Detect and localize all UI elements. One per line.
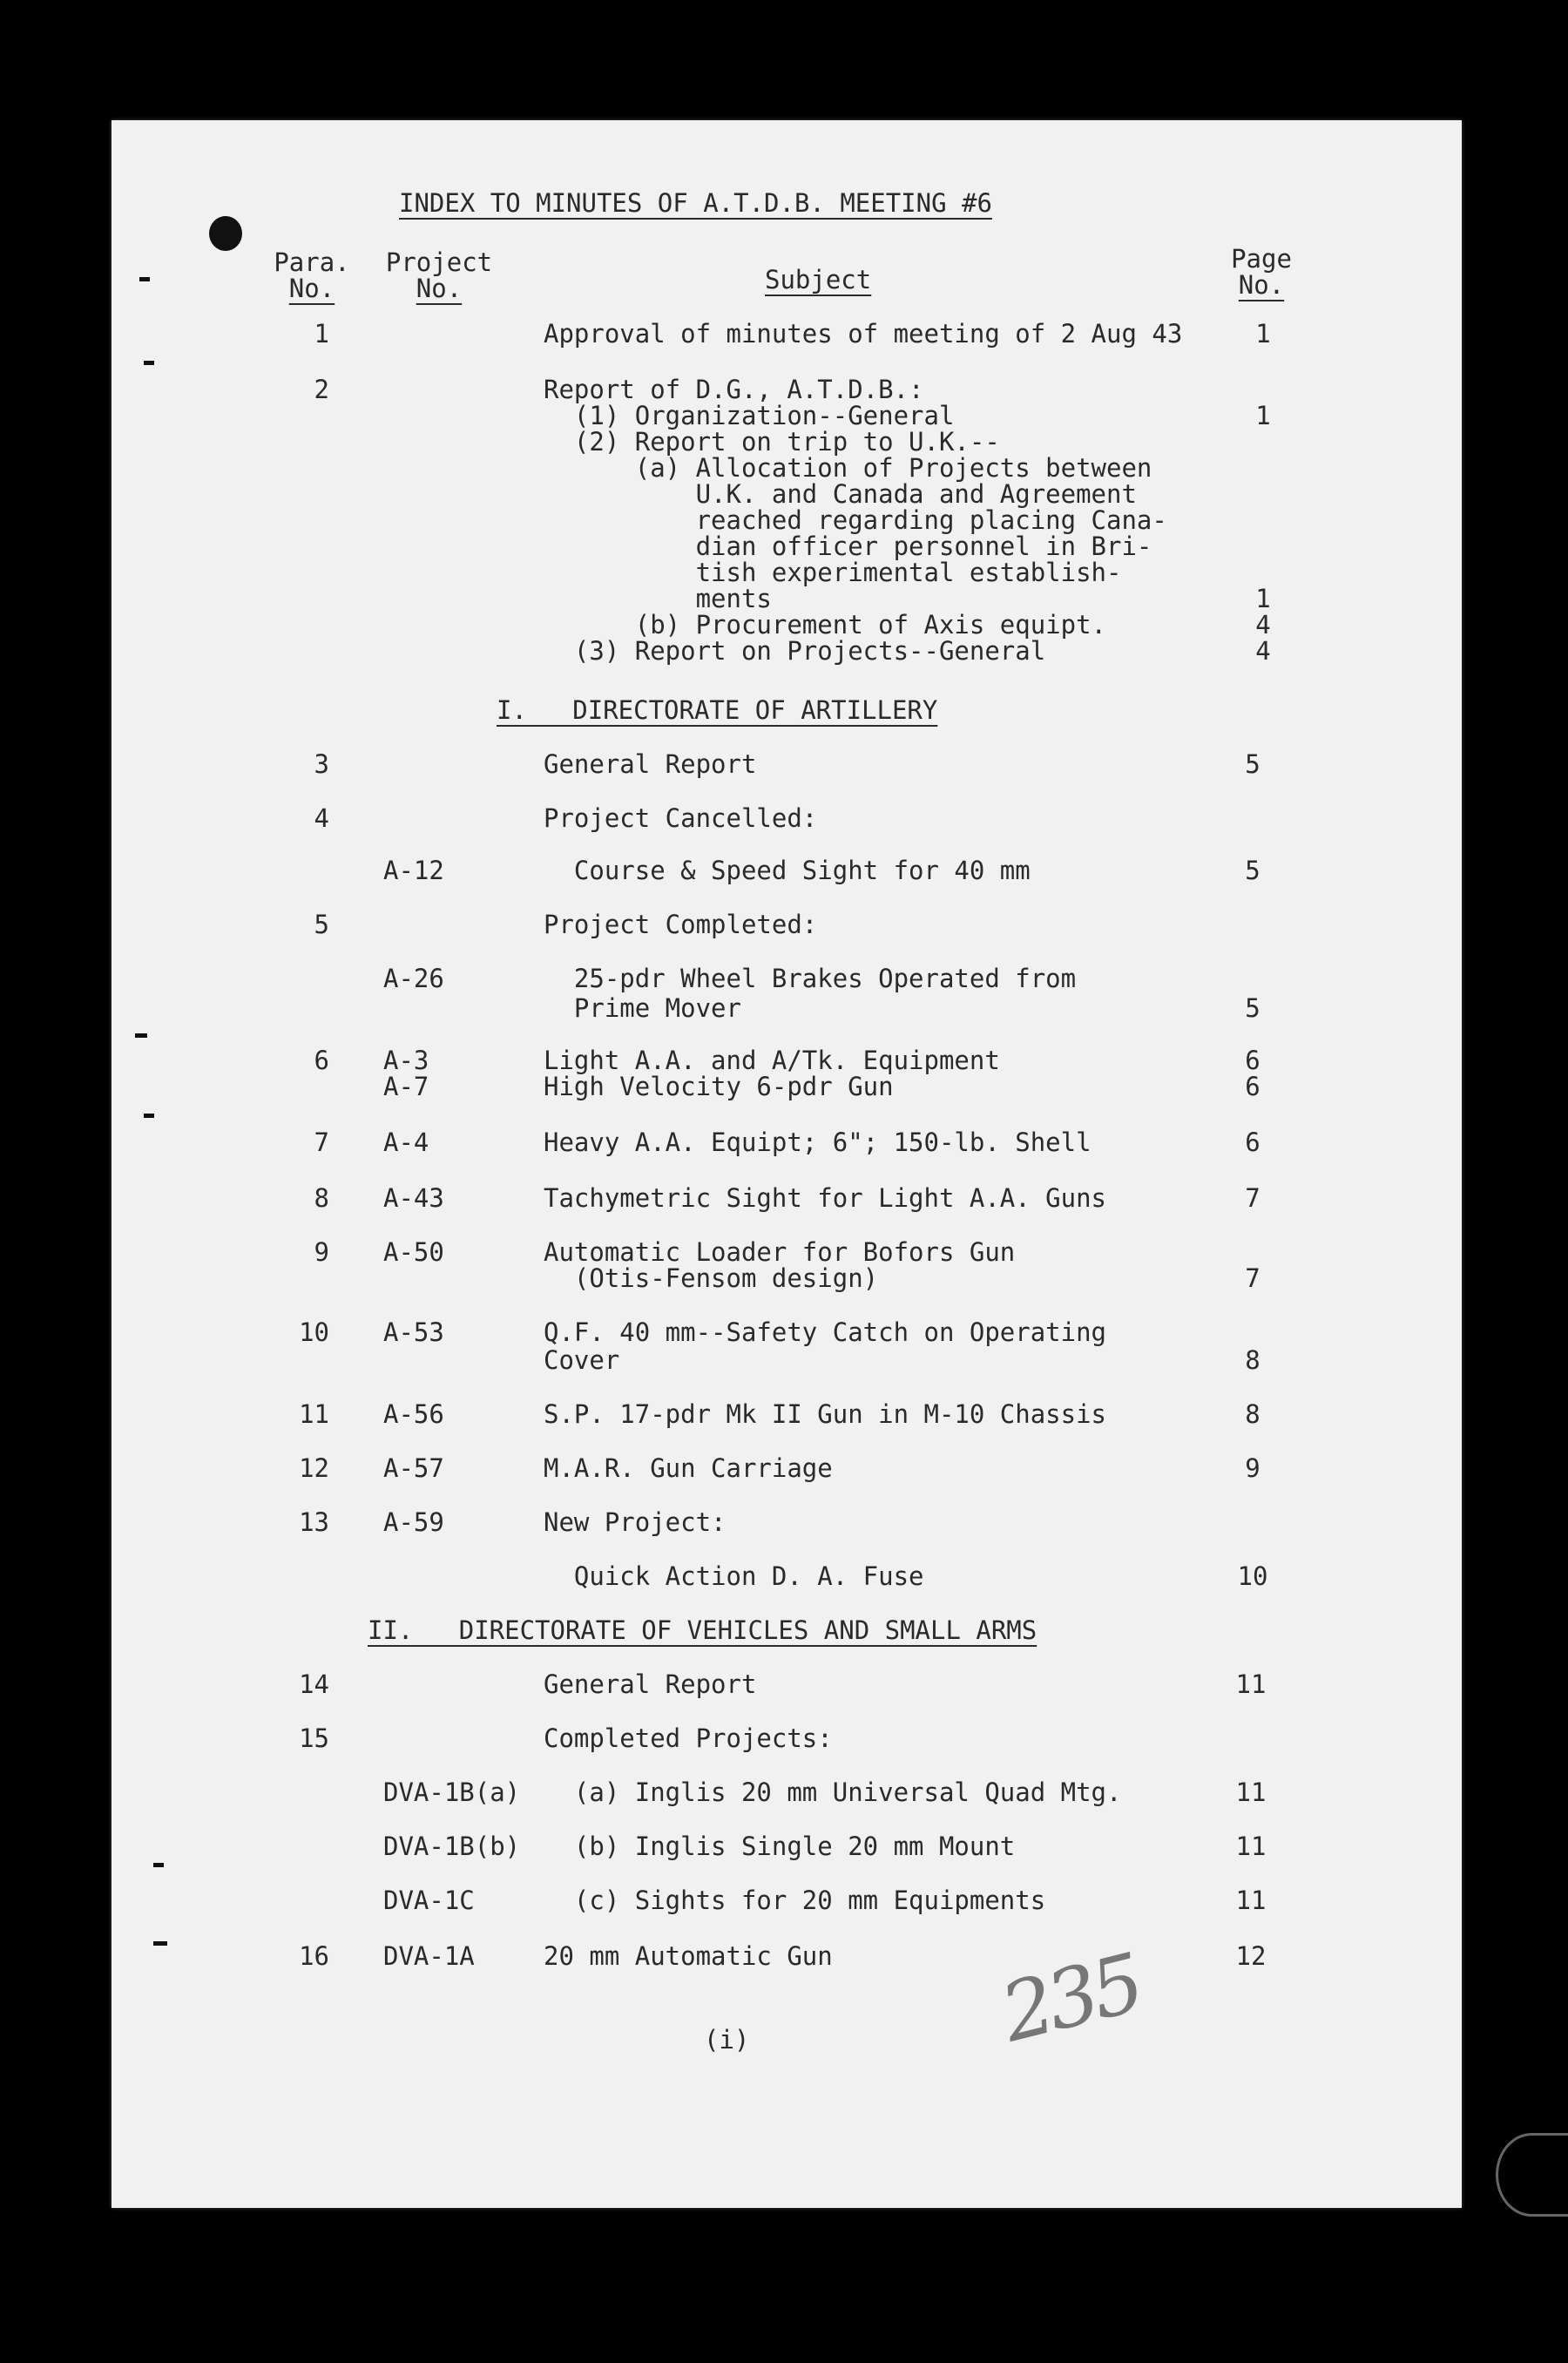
page-number: 5 [1245, 993, 1260, 1023]
margin-mark [135, 1033, 147, 1038]
subject-text: Project Completed: [544, 910, 818, 939]
header-project: Project [385, 247, 493, 277]
subject-text: 20 mm Automatic Gun [544, 1941, 833, 1971]
subject-text: (a) Allocation of Projects between [544, 453, 1152, 483]
page-number: 5 [1245, 749, 1260, 779]
para-number: 9 [314, 1237, 329, 1267]
project-number: A-43 [383, 1183, 444, 1213]
subject-text: S.P. 17-pdr Mk II Gun in M-10 Chassis [544, 1399, 1107, 1429]
subject-text: Tachymetric Sight for Light A.A. Guns [544, 1183, 1107, 1213]
punch-hole [209, 216, 242, 251]
project-number: DVA-1B(a) [383, 1777, 521, 1807]
margin-mark [139, 277, 150, 281]
corner-clip-mark [1496, 2133, 1568, 2217]
subject-text: (3) Report on Projects--General [544, 636, 1046, 666]
project-number: A-59 [383, 1507, 444, 1537]
page-number: 12 [1235, 1941, 1267, 1971]
para-number: 7 [314, 1127, 329, 1157]
subject-text: General Report [544, 749, 757, 779]
subject-text: New Project: [544, 1507, 727, 1537]
subject-text: (b) Inglis Single 20 mm Mount [544, 1831, 1016, 1861]
handwritten-folio-number: 235 [992, 1936, 1149, 2061]
project-number: A-26 [383, 964, 444, 993]
subject-text: (a) Inglis 20 mm Universal Quad Mtg. [544, 1777, 1122, 1807]
project-number: A-53 [383, 1317, 444, 1347]
subject-text: Course & Speed Sight for 40 mm [544, 856, 1031, 885]
page-number: 11 [1235, 1669, 1267, 1699]
project-number: DVA-1C [383, 1886, 475, 1915]
subject-text: Completed Projects: [544, 1723, 833, 1753]
page-number: 1 [1255, 584, 1271, 613]
para-number: 15 [299, 1723, 329, 1753]
margin-mark [144, 1114, 154, 1118]
page-number: 9 [1245, 1453, 1260, 1483]
page-number: 7 [1245, 1183, 1260, 1213]
project-number: A-7 [383, 1072, 429, 1101]
page-number: 8 [1245, 1399, 1260, 1429]
page-number: 4 [1255, 636, 1271, 666]
subject-text: Heavy A.A. Equipt; 6"; 150-lb. Shell [544, 1127, 1092, 1157]
para-number: 8 [314, 1183, 329, 1213]
para-number: 16 [299, 1941, 329, 1971]
page-number: 6 [1245, 1127, 1260, 1157]
page-number: 6 [1245, 1072, 1260, 1101]
subject-text: Cover [544, 1345, 620, 1375]
document-title: INDEX TO MINUTES OF A.T.D.B. MEETING #6 [399, 188, 992, 218]
subject-text: (2) Report on trip to U.K.-- [544, 427, 1000, 457]
page-number: 1 [1255, 319, 1271, 349]
page-number: 5 [1245, 856, 1260, 885]
header-page-no: No. [1238, 270, 1285, 300]
subject-text: High Velocity 6-pdr Gun [544, 1072, 894, 1101]
subject-text: 25-pdr Wheel Brakes Operated from [544, 964, 1077, 993]
subject-text: Prime Mover [544, 993, 741, 1023]
project-number: A-50 [383, 1237, 444, 1267]
para-number: 4 [314, 803, 329, 833]
para-number: 13 [299, 1507, 329, 1537]
subject-text: (c) Sights for 20 mm Equipments [544, 1886, 1046, 1915]
subject-text: General Report [544, 1669, 757, 1699]
subject-text: Quick Action D. A. Fuse [544, 1561, 924, 1591]
subject-text: Q.F. 40 mm--Safety Catch on Operating [544, 1317, 1107, 1347]
subject-text: dian officer personnel in Bri- [544, 532, 1152, 561]
header-para-no: No. [288, 274, 335, 303]
page-number-footer: (i) [704, 2025, 750, 2055]
project-number: A-12 [383, 856, 444, 885]
page-number: 1 [1255, 401, 1271, 430]
para-number: 12 [299, 1453, 329, 1483]
margin-mark [153, 1863, 164, 1867]
margin-mark [153, 1941, 167, 1946]
project-number: A-3 [383, 1046, 429, 1075]
para-number: 3 [314, 749, 329, 779]
para-number: 6 [314, 1046, 329, 1075]
subject-text: Project Cancelled: [544, 803, 818, 833]
project-number: A-56 [383, 1399, 444, 1429]
para-number: 14 [299, 1669, 329, 1699]
subject-text: (1) Organization--General [544, 401, 955, 430]
para-number: 5 [314, 910, 329, 939]
page-number: 11 [1235, 1831, 1267, 1861]
subject-text: U.K. and Canada and Agreement [544, 479, 1137, 509]
header-page: Page [1231, 244, 1292, 274]
project-number: DVA-1A [383, 1941, 475, 1971]
subject-text: tish experimental establish- [544, 558, 1122, 587]
page-number: 8 [1245, 1345, 1260, 1375]
subject-text: reached regarding placing Cana- [544, 505, 1167, 535]
section-title-artillery: I. DIRECTORATE OF ARTILLERY [497, 695, 938, 725]
subject-text: (Otis-Fensom design) [544, 1263, 879, 1293]
page-number: 4 [1255, 610, 1271, 640]
page-number: 7 [1245, 1263, 1260, 1293]
subject-text: Report of D.G., A.T.D.B.: [544, 375, 924, 404]
subject-text: Approval of minutes of meeting of 2 Aug 43 [544, 319, 1183, 349]
subject-text: (b) Procurement of Axis equipt. [544, 610, 1107, 640]
para-number: 1 [314, 319, 329, 349]
page-number: 6 [1245, 1046, 1260, 1075]
section-title-vehicles: II. DIRECTORATE OF VEHICLES AND SMALL ARMS [368, 1615, 1037, 1645]
subject-text: Light A.A. and A/Tk. Equipment [544, 1046, 1000, 1075]
para-number: 11 [299, 1399, 329, 1429]
margin-mark [144, 361, 154, 365]
header-project-no: No. [416, 274, 463, 303]
header-para: Para. [274, 247, 350, 277]
header-subject: Subject [765, 265, 872, 295]
project-number: DVA-1B(b) [383, 1831, 521, 1861]
page-number: 11 [1235, 1777, 1267, 1807]
subject-text: ments [544, 584, 772, 613]
subject-text: Automatic Loader for Bofors Gun [544, 1237, 1016, 1267]
page-number: 10 [1237, 1561, 1268, 1591]
subject-text: M.A.R. Gun Carriage [544, 1453, 833, 1483]
para-number: 10 [299, 1317, 329, 1347]
page-number: 11 [1235, 1886, 1267, 1915]
project-number: A-4 [383, 1127, 429, 1157]
project-number: A-57 [383, 1453, 444, 1483]
para-number: 2 [314, 375, 329, 404]
